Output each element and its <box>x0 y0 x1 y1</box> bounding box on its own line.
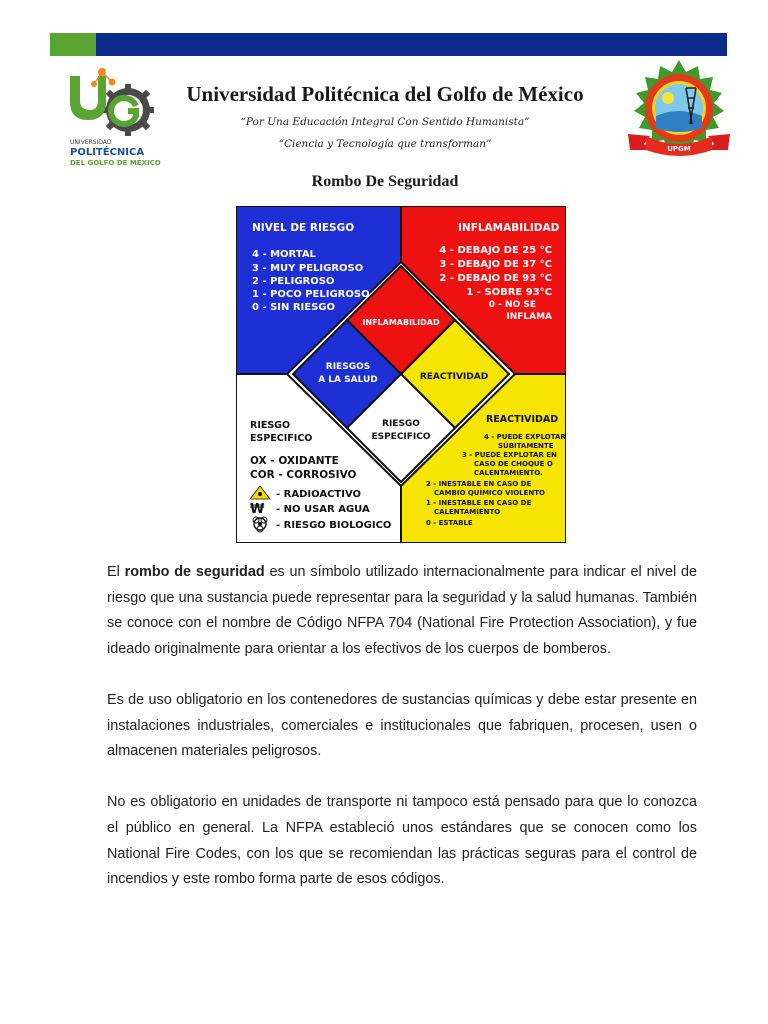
upgm-seal-logo <box>616 58 742 168</box>
flammability-item: INFLAMA <box>506 312 552 322</box>
reactivity-item: 0 - ESTABLE <box>426 519 473 527</box>
reactivity-header: REACTIVIDAD <box>486 414 559 425</box>
flammability-item: 0 - NO SE <box>488 300 536 310</box>
paragraph-1-bold-term: rombo de seguridad <box>124 564 265 580</box>
diamond-flammability-label: INFLAMABILIDAD <box>362 318 440 327</box>
diamond-health-label-1: RIESGOS <box>325 362 371 372</box>
health-item: 4 - MORTAL <box>252 249 316 260</box>
motto-line-1: “Por Una Educación Integral Con Sentido Humanista” <box>240 116 530 128</box>
diamond-reactivity-label: REACTIVIDAD <box>419 372 489 382</box>
reactivity-item: CALENTAMIENTO <box>434 508 501 516</box>
specific-item: COR - CORROSIVO <box>250 469 357 481</box>
nfpa-diamond-diagram <box>236 206 566 543</box>
health-header: NIVEL DE RIESGO <box>252 222 355 234</box>
specific-symbol-item: - NO USAR AGUA <box>276 504 370 515</box>
no-water-icon <box>250 502 265 517</box>
health-item: 0 - SIN RIESGO <box>252 302 336 313</box>
health-item: 3 - MUY PELIGROSO <box>252 263 364 274</box>
health-item: 1 - POCO PELIGROSO <box>252 289 370 300</box>
reactivity-item: 1 - INESTABLE EN CASO DE <box>426 499 532 507</box>
logo-left-line2: POLITÉCNICA <box>70 147 145 158</box>
header-bar-green <box>50 33 96 56</box>
specific-symbol-item: - RADIOACTIVO <box>276 489 362 500</box>
specific-header-2: ESPECIFICO <box>250 433 313 444</box>
svg-text:₩: ₩ <box>250 502 265 517</box>
diamond-specific-label-2: ESPECIFICO <box>371 432 431 442</box>
logo-left-line1: UNIVERSIDAD <box>70 139 112 146</box>
specific-item: OX - OXIDANTE <box>250 455 339 467</box>
diamond-specific-label-1: RIESGO <box>382 419 420 429</box>
reactivity-item: 4 - PUEDE EXPLOTAR <box>484 433 566 441</box>
reactivity-item: SÚBITAMENTE <box>498 442 554 450</box>
paragraph-2: Es de uso obligatorio en los contenedores de sustancias químicas y debe estar presente en instalaciones industriales, comerciales e institucionales que fabriquen, procesen, usen o almacenen materiales peligrosos. <box>107 691 697 760</box>
reactivity-item: CASO DE CHOQUE O <box>474 460 553 468</box>
reactivity-item: 2 - INESTABLE EN CASO DE <box>426 480 532 488</box>
paragraph-3: No es obligatorio en unidades de transporte ni tampoco está pensado para que lo conozca el público en general. La NFPA estableció unos estándares que se conocen como los National Fire Codes, con los que se recomiendan las prácticas seguras para el control de incendios y este rombo forma parte de esos códigos. <box>107 794 697 888</box>
header-color-bar <box>50 33 727 56</box>
logo-left-line3: DEL GOLFO DE MÉXICO <box>70 159 161 167</box>
specific-header-1: RIESGO <box>250 420 291 431</box>
flammability-item: 3 - DEBAJO DE 37 °C <box>439 259 552 270</box>
university-name: Universidad Politécnica del Golfo de México <box>186 82 584 106</box>
seal-ribbon-label: UPGM <box>667 145 691 153</box>
motto-line-2: “Ciencia y Tecnología que transforman” <box>278 138 492 150</box>
body-text <box>107 560 697 918</box>
health-item: 2 - PELIGROSO <box>252 276 335 287</box>
paragraph-1-start: El <box>107 564 125 580</box>
reactivity-item: CALENTAMIENTO. <box>474 469 543 477</box>
header-bar-blue <box>96 33 727 56</box>
reactivity-item: CAMBIO QUÍMICO VIOLENTO <box>434 489 545 497</box>
flammability-item: 1 - SOBRE 93°C <box>466 287 552 298</box>
diamond-health-label-2: A LA SALUD <box>318 375 378 385</box>
reactivity-item: 3 - PUEDE EXPLOTAR EN <box>462 451 557 459</box>
flammability-header: INFLAMABILIDAD <box>458 222 560 234</box>
document-title: Rombo De Seguridad <box>311 173 459 190</box>
paragraph-1 <box>107 560 697 662</box>
flammability-item: 4 - DEBAJO DE 25 °C <box>439 245 552 256</box>
specific-symbol-item: - RIESGO BIOLOGICO <box>276 520 392 531</box>
upg-logo <box>64 64 164 168</box>
flammability-item: 2 - DEBAJO DE 93 °C <box>439 273 552 284</box>
paragraph-1-rest: es un símbolo utilizado internacionalmente para indicar el nivel de riesgo que una sustancia puede representar para la seguridad y la salud humanas. También se conoce con el nombre de Código NFPA 704 (National Fire Protection Association), y fue ideado originalmente para orientar a los efectivos de los cuerpos de bomberos. <box>107 564 698 657</box>
